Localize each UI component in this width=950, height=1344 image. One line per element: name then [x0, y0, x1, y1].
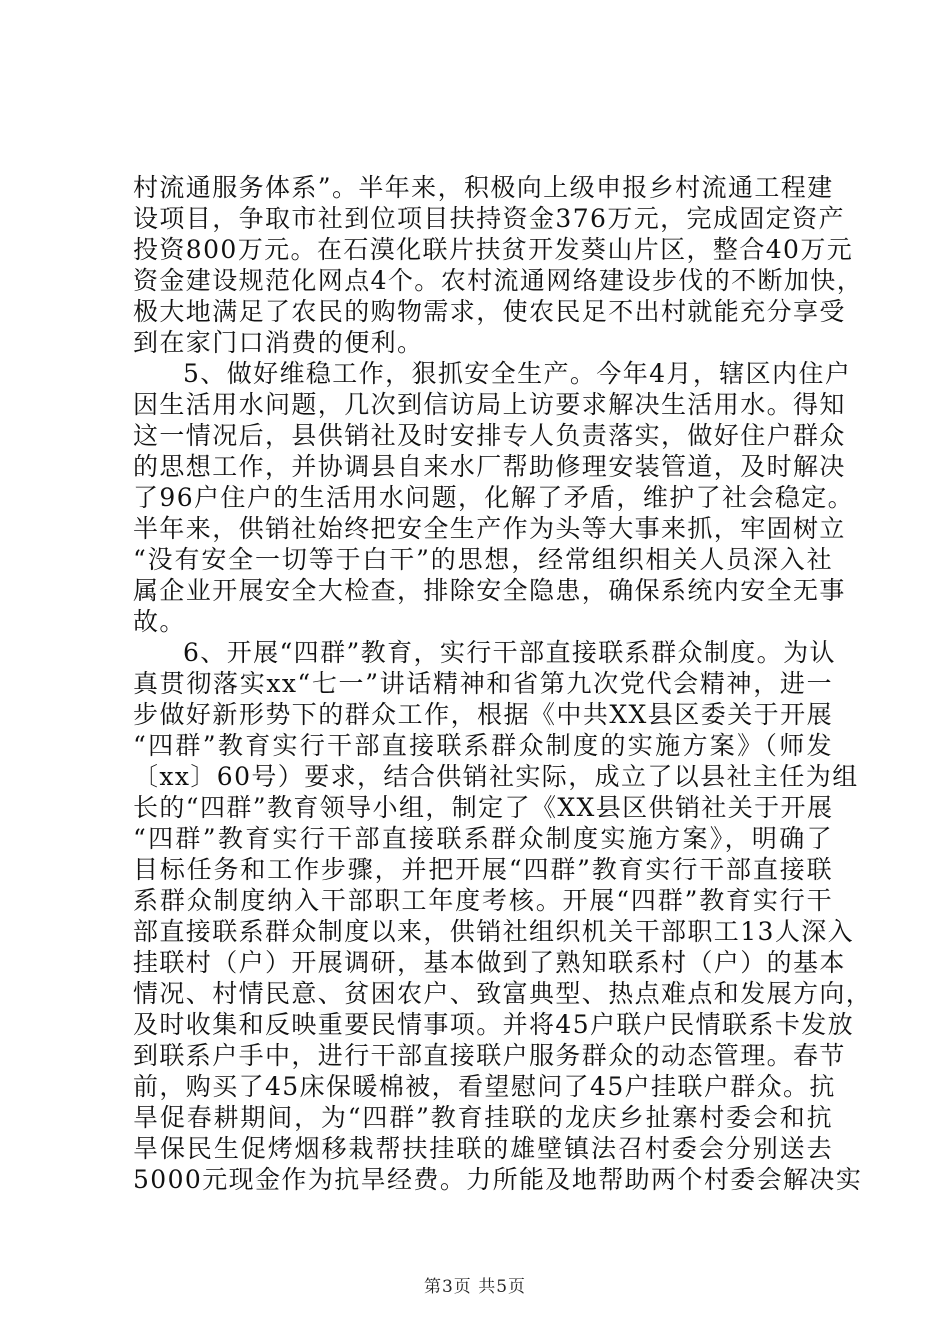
- text-line: “没有安全一切等于白干”的思想，经常组织相关人员深入社: [133, 545, 833, 574]
- text-line: 投资800万元。在石漠化联片扶贫开发葵山片区，整合40万元: [133, 235, 854, 264]
- text-line: 旱保民生促烤烟移栽帮扶挂联的雄壁镇法召村委会分别送去: [133, 1134, 833, 1163]
- paragraph: [133, 358, 855, 637]
- text-line: 故。: [133, 607, 186, 636]
- paragraph: [133, 172, 864, 358]
- text-line: 因生活用水问题，几次到信访局上访要求解决生活用水。得知: [133, 390, 846, 419]
- text-line: 到联系户手中，进行干部直接联户服务群众的动态管理。春节: [133, 1041, 846, 1070]
- text-line: 5、做好维稳工作，狠抓安全生产。今年4月，辖区内住户: [183, 359, 852, 388]
- text-line: 到在家门口消费的便利。: [133, 328, 424, 357]
- page-footer: 第3页 共5页: [423, 1277, 527, 1297]
- text-line: 6、开展“四群”教育，实行干部直接联系群众制度。为认: [183, 638, 836, 667]
- text-line: 挂联村（户）开展调研，基本做到了熟知联系村（户）的基本: [133, 948, 846, 977]
- text-line: 目标任务和工作步骤，并把开展“四群”教育实行干部直接联: [133, 855, 833, 884]
- text-line: 及时收集和反映重要民情事项。并将45户联户民情联系卡发放: [133, 1010, 855, 1039]
- text-line: 〔xx〕60号）要求，结合供销社实际，成立了以县社主任为组: [133, 762, 859, 791]
- text-line: 设项目，争取市社到位项目扶持资金376万元，完成固定资产: [133, 204, 845, 233]
- text-line: 的思想工作，并协调县自来水厂帮助修理安装管道，及时解决: [133, 452, 846, 481]
- text-line: 旱促春耕期间，为“四群”教育挂联的龙庆乡扯寨村委会和抗: [133, 1103, 833, 1132]
- text-line: 前，购买了45床保暖棉被，看望慰问了45户挂联户群众。抗: [133, 1072, 836, 1101]
- text-line: “四群”教育实行干部直接联系群众制度的实施方案》（师发: [133, 731, 833, 760]
- text-line: 5000元现金作为抗旱经费。力所能及地帮助两个村委会解决实: [133, 1165, 863, 1194]
- text-line: 极大地满足了农民的购物需求，使农民足不出村就能充分享受: [133, 297, 846, 326]
- text-line: 长的“四群”教育领导小组，制定了《XX县区供销社关于开展: [133, 793, 834, 822]
- text-line: 了96户住户的生活用水问题，化解了矛盾，维护了社会稳定。: [133, 483, 855, 512]
- document-body: [133, 172, 873, 1195]
- text-line: 村流通服务体系”。半年来，积极向上级申报乡村流通工程建: [133, 173, 834, 202]
- text-line: 真贯彻落实xx“七一”讲话精神和省第九次党代会精神，进一: [133, 669, 833, 698]
- text-line: 半年来，供销社始终把安全生产作为头等大事来抓，牢固树立: [133, 514, 846, 543]
- text-line: 部直接联系群众制度以来，供销社组织机关干部职工13人深入: [133, 917, 855, 946]
- text-line: 情况、村情民意、贫困农户、致富典型、热点难点和发展方向，: [133, 979, 873, 1008]
- text-line: 资金建设规范化网点4个。农村流通网络建设步伐的不断加快，: [133, 266, 864, 295]
- text-line: “四群”教育实行干部直接联系群众制度实施方案》，明确了: [133, 824, 833, 853]
- text-line: 步做好新形势下的群众工作，根据《中共XX县区委关于开展: [133, 700, 833, 729]
- text-line: 属企业开展安全大检查，排除安全隐患，确保系统内安全无事: [133, 576, 846, 605]
- text-line: 系群众制度纳入干部职工年度考核。开展“四群”教育实行干: [133, 886, 833, 915]
- paragraph: [133, 637, 873, 1195]
- text-line: 这一情况后，县供销社及时安排专人负责落实，做好住户群众: [133, 421, 846, 450]
